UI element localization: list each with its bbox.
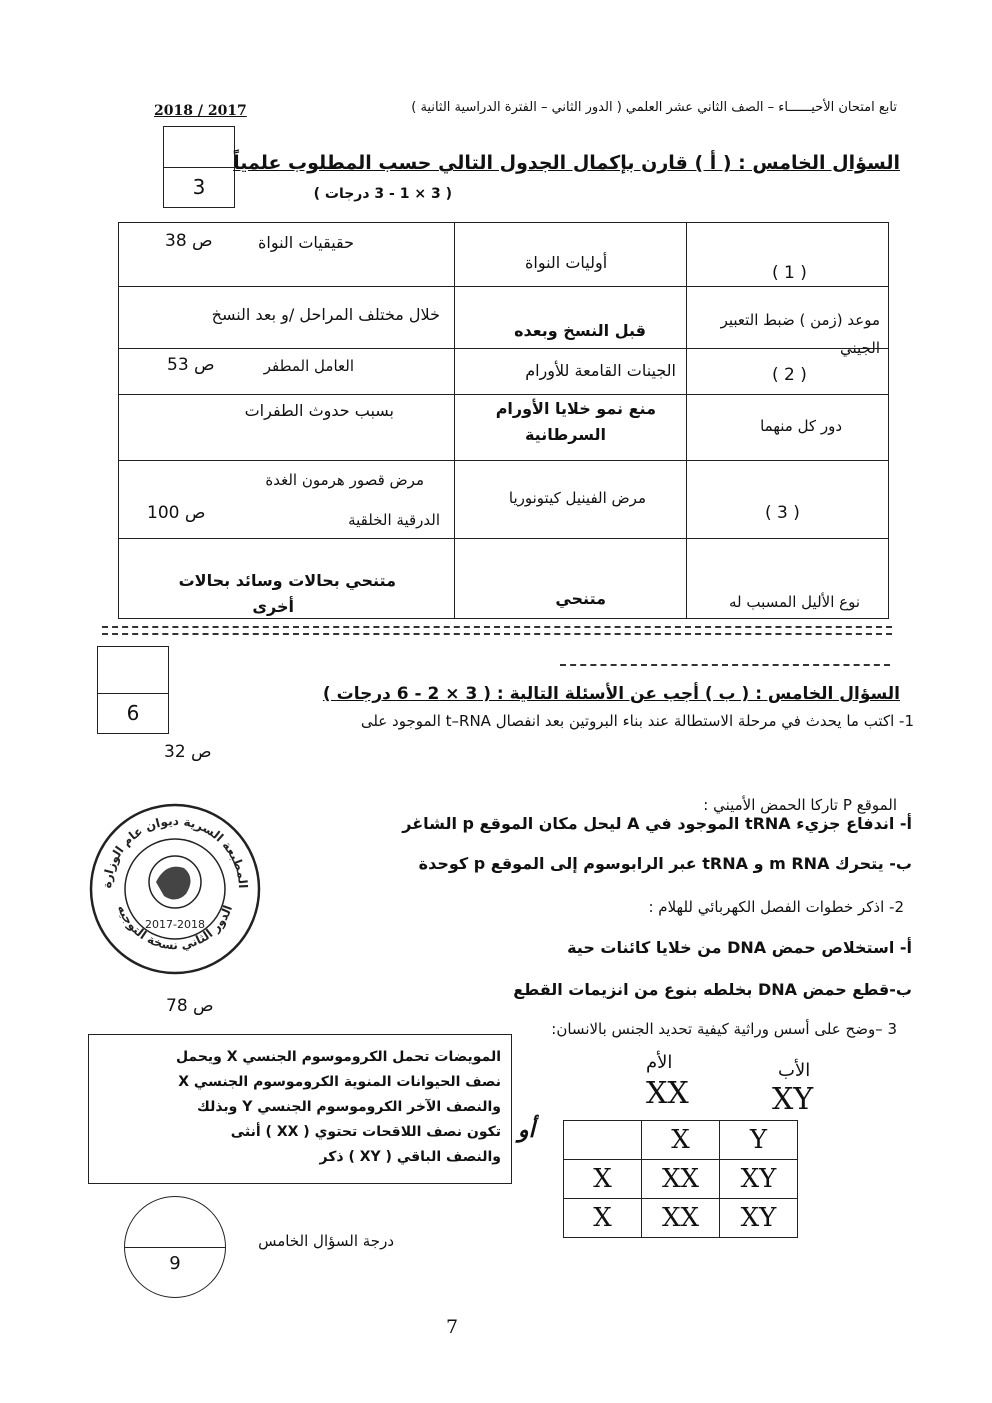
punnett-square xyxy=(563,1120,798,1238)
q5b-score: 6 xyxy=(126,701,140,725)
cell-r2-pro: قبل النسخ وبعده xyxy=(455,287,687,349)
stamp-top-text: المطبعة السرية ديوان عام الوزارة xyxy=(99,813,251,889)
explanation-line: والنصف الآخر الكروموسوم الجنسي Y وبذلك xyxy=(197,1099,501,1115)
table-row xyxy=(119,539,889,619)
total-label: درجة السؤال الخامس xyxy=(258,1232,394,1250)
cell-r2-euk: خلال مختلف المراحل /و بعد النسخ xyxy=(119,287,455,349)
total-score-circle xyxy=(124,1196,226,1298)
cell-r4-label: دور كل منهما xyxy=(687,395,889,461)
punnett-cell: XY xyxy=(720,1199,798,1238)
father-label: الأب xyxy=(778,1060,811,1081)
cell-r5-euk: مرض قصور هرمون الغدة الدرقية الخلقية ص 100 xyxy=(119,461,455,539)
table-row xyxy=(119,395,889,461)
page-number: 7 xyxy=(446,1316,459,1338)
q5a-title: السؤال الخامس : ( أ ) قارن بإكمال الجدول التالي حسب المطلوب علمياً xyxy=(233,152,900,174)
cell-r1-euk: حقيقيات النواة ص 38 xyxy=(119,223,455,287)
q5b-score-box xyxy=(97,646,169,734)
q1-answer-a: أ- اندفاع جزيء tRNA الموجود في A ليحل مكان الموقع p الشاغر xyxy=(402,814,912,833)
cell-r2-label: موعد (زمن ) ضبط التعبير الجيني xyxy=(687,287,889,349)
cell-r5-pro: مرض الفينيل كيتونوريا xyxy=(455,461,687,539)
table-row xyxy=(564,1121,798,1160)
q5b-title: السؤال الخامس : ( ب ) أجب عن الأسئلة التالية : ( 3 × 2 - 6 درجات ) xyxy=(322,684,900,704)
exam-header-title: تابع امتحان الأحيــــــاء – الصف الثاني عشر العلمي ( الدور الثاني – الفترة الدراسية الثانية ) xyxy=(411,100,897,115)
q1-line2: الموقع P تاركا الحمض الأميني : xyxy=(703,796,897,814)
q2-line1: 2- اذكر خطوات الفصل الكهربائي للهلام : xyxy=(648,898,904,916)
cell-r1-pro: أوليات النواة xyxy=(455,223,687,287)
q2-answer-a: أ- استخلاص حمض DNA من خلايا كائنات حية xyxy=(567,938,912,957)
punnett-cell xyxy=(564,1121,642,1160)
q2-answer-b: ب-قطع حمض DNA بخلطه بنوع من انزيمات القطع xyxy=(513,980,912,999)
cell-r6-euk: متنحي بحالات وسائد بحالات أخرى xyxy=(119,539,455,619)
table-row xyxy=(564,1160,798,1199)
comparison-table xyxy=(118,222,889,619)
cell-r6-label: نوع الأليل المسبب له xyxy=(687,539,889,619)
cell-r4-pro: منع نمو خلايا الأورام السرطانية xyxy=(455,395,687,461)
or-marker: أو xyxy=(518,1118,535,1143)
stamp-year: 2017-2018 xyxy=(145,918,205,931)
q1-line1: 1- اكتب ما يحدث في مرحلة الاستطالة عند بناء البروتين بعد انفصال t–RNA الموجود على xyxy=(360,712,914,730)
q1-answer-b: ب- يتحرك m RNA و tRNA عبر الرابوسوم إلى الموقع p كوحدة xyxy=(418,854,912,873)
explanation-line: نصف الحيوانات المنوية الكروموسوم الجنسي X xyxy=(178,1074,501,1090)
punnett-cell: X xyxy=(642,1121,720,1160)
explanation-line: تكون نصف اللاقحات تحتوي ( XX ) أنثى xyxy=(230,1124,501,1140)
cell-r3-euk: العامل المطفر ص 53 xyxy=(119,349,455,395)
mother-label: الأم xyxy=(646,1052,673,1073)
punnett-cell: XX xyxy=(642,1160,720,1199)
cell-r1-label: ( 1 ) xyxy=(687,223,889,287)
punnett-cell: XY xyxy=(720,1160,798,1199)
cell-r6-pro: متنحي xyxy=(455,539,687,619)
q5a-score-box xyxy=(163,126,235,208)
cell-r3-label: ( 2 ) xyxy=(687,349,889,395)
table-row xyxy=(564,1199,798,1238)
punnett-cell: X xyxy=(564,1199,642,1238)
punnett-cell: XX xyxy=(642,1199,720,1238)
q3-line1: 3 –وضح على أسس وراثية كيفية تحديد الجنس بالانسان: xyxy=(551,1020,897,1038)
cell-r3-pro: الجينات القامعة للأورام xyxy=(455,349,687,395)
table-row xyxy=(119,223,889,287)
table-row xyxy=(119,287,889,349)
stamp-bottom-text: الدور الثاني نسخة التوجيه xyxy=(114,903,236,953)
q5a-score: 3 xyxy=(192,175,206,199)
explanation-line: والنصف الباقي ( XY ) ذكر xyxy=(319,1149,501,1165)
punnett-cell: X xyxy=(564,1160,642,1199)
table-row xyxy=(119,349,889,395)
separator-line-3 xyxy=(560,664,890,666)
total-score: 9 xyxy=(169,1253,181,1274)
exam-year: 2018 / 2017 xyxy=(154,103,247,119)
cell-r5-label: ( 3 ) xyxy=(687,461,889,539)
explanation-line: المويضات تحمل الكروموسوم الجنسي X ويحمل xyxy=(175,1049,501,1065)
separator-line-2 xyxy=(102,633,892,635)
mother-genotype: XX xyxy=(646,1076,689,1111)
punnett-cell: Y xyxy=(720,1121,798,1160)
q1-page: ص 32 xyxy=(164,742,212,762)
table-row xyxy=(119,461,889,539)
q3-page: ص 78 xyxy=(166,996,214,1016)
q5a-marks: ( 3 × 1 - 3 درجات ) xyxy=(313,186,452,202)
cell-r4-euk: بسبب حدوث الطفرات xyxy=(119,395,455,461)
separator-line-1 xyxy=(102,626,892,628)
q3-explanation-box xyxy=(88,1034,512,1184)
father-genotype: XY xyxy=(772,1082,814,1117)
official-stamp xyxy=(86,800,264,978)
